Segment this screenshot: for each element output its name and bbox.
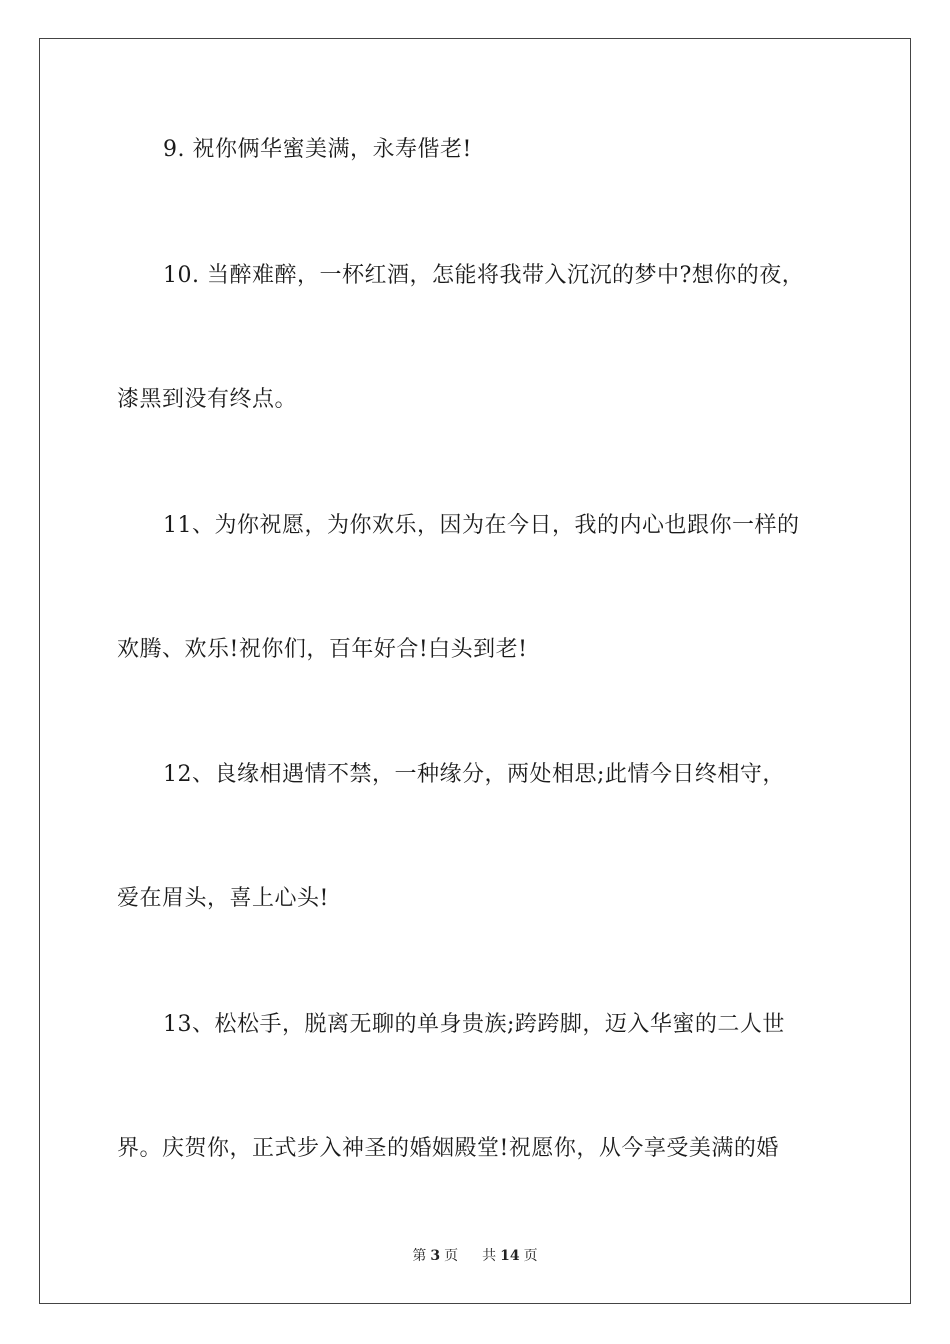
page-prefix: 第 xyxy=(412,1248,427,1264)
paragraph-9-line-1: 9. 祝你俩华蜜美满，永寿偕老! xyxy=(163,137,472,162)
total-pages: 14 xyxy=(500,1248,520,1264)
page-frame xyxy=(39,38,911,1304)
page-number: 3 xyxy=(430,1248,441,1264)
paragraph-12-line-1: 12、良缘相遇情不禁，一种缘分，两处相思;此情今日终相守， xyxy=(163,762,785,787)
page-suffix: 页 xyxy=(444,1248,459,1264)
paragraph-13-line-1: 13、松松手，脱离无聊的单身贵族;跨跨脚，迈入华蜜的二人世 xyxy=(163,1012,785,1037)
total-suffix: 页 xyxy=(523,1248,538,1264)
paragraph-11-line-1: 11、为你祝愿，为你欢乐，因为在今日，我的内心也跟你一样的 xyxy=(163,513,800,538)
paragraph-12-line-2: 爱在眉头，喜上心头! xyxy=(117,886,329,911)
page-footer xyxy=(0,1246,950,1266)
paragraph-13-line-2: 界。庆贺你，正式步入神圣的婚姻殿堂!祝愿你，从今享受美满的婚 xyxy=(117,1136,779,1161)
paragraph-10-line-1: 10. 当醉难醉，一杯红酒，怎能将我带入沉沉的梦中?想你的夜， xyxy=(163,263,805,288)
paragraph-10-line-2: 漆黑到没有终点。 xyxy=(117,387,298,412)
total-prefix: 共 xyxy=(482,1248,497,1264)
paragraph-11-line-2: 欢腾、欢乐!祝你们，百年好合!白头到老! xyxy=(117,637,528,662)
